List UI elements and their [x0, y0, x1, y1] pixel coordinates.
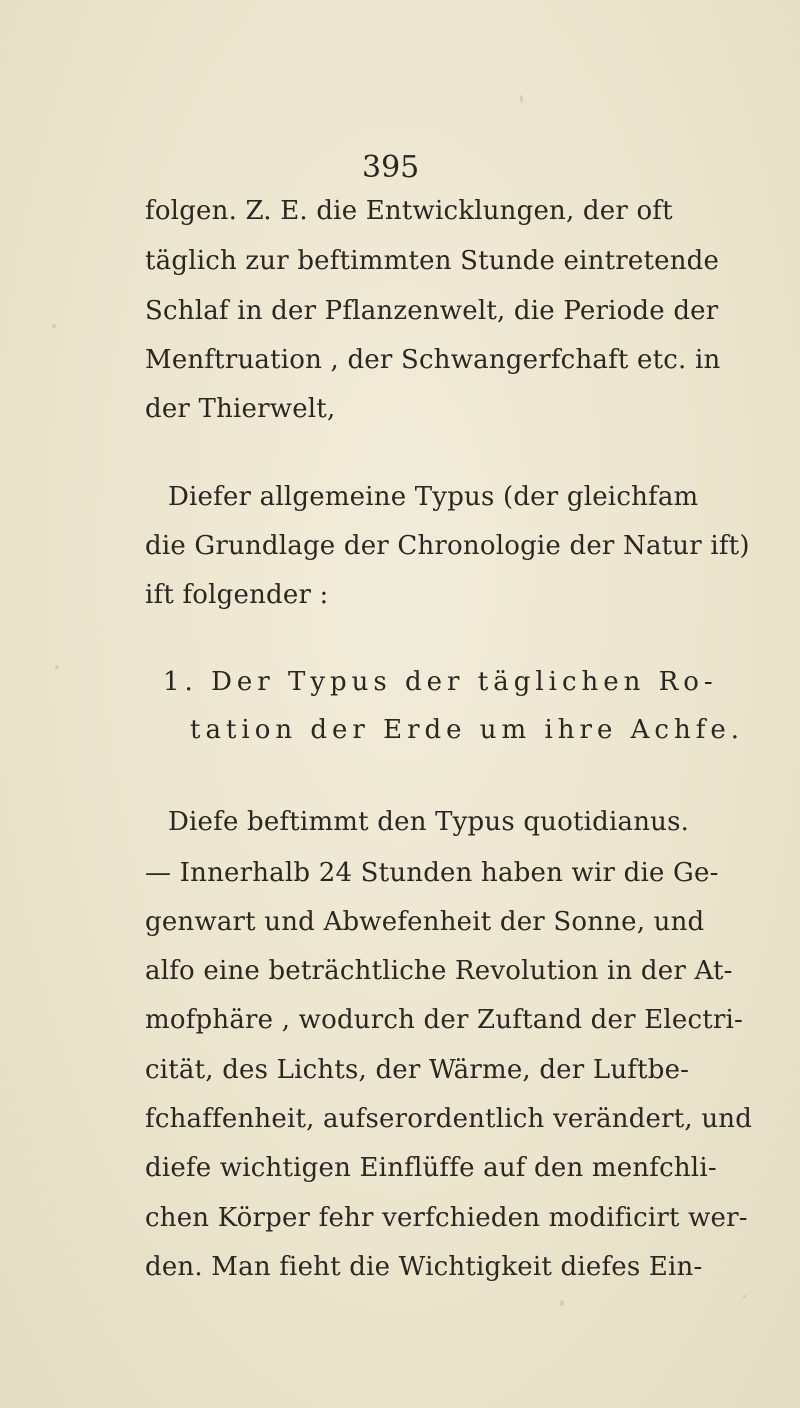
text-line: genwart und Abwefenheit der Sonne, und	[145, 907, 705, 937]
paper-speck	[55, 665, 59, 669]
text-line: alfo eine beträchtliche Revolution in der At-	[145, 956, 733, 986]
text-line: den. Man fieht die Wichtigkeit diefes Ein-	[145, 1252, 703, 1282]
page-number: 395	[362, 150, 420, 185]
text-line: mofphäre , wodurch der Zuftand der Electri-	[145, 1005, 744, 1035]
text-line: fchaffenheit, aufserordentlich verändert, und	[145, 1104, 753, 1134]
text-line: folgen. Z. E. die Entwicklungen, der oft	[145, 196, 673, 226]
paper-speck	[520, 95, 523, 103]
text-line: diefe wichtigen Einflüffe auf den menfchli-	[145, 1153, 717, 1183]
text-line: cität, des Lichts, der Wärme, der Luftbe-	[145, 1055, 690, 1085]
section-heading: tation der Erde um ihre Achfe.	[190, 715, 744, 745]
section-heading: 1. Der Typus der täglichen Ro-	[163, 667, 718, 697]
text-line: täglich zur beftimmten Stunde eintretende	[145, 246, 720, 276]
text-line: Menftruation , der Schwangerfchaft etc. in	[145, 345, 721, 375]
text-line: ift folgender :	[145, 580, 329, 610]
text-line: Diefe beftimmt den Typus quotidianus.	[168, 807, 690, 837]
text-line: Diefer allgemeine Typus (der gleichfam	[168, 482, 699, 512]
paper-speck	[52, 324, 56, 328]
text-line: die Grundlage der Chronologie der Natur ift)	[145, 531, 750, 561]
text-line: Schlaf in der Pflanzenwelt, die Periode der	[145, 296, 719, 326]
paper-speck	[743, 1295, 746, 1298]
paper-speck	[560, 1300, 564, 1306]
text-line: chen Körper fehr verfchieden modificirt wer-	[145, 1203, 748, 1233]
text-line: — Innerhalb 24 Stunden haben wir die Ge-	[145, 858, 719, 888]
text-line: der Thierwelt,	[145, 394, 336, 424]
